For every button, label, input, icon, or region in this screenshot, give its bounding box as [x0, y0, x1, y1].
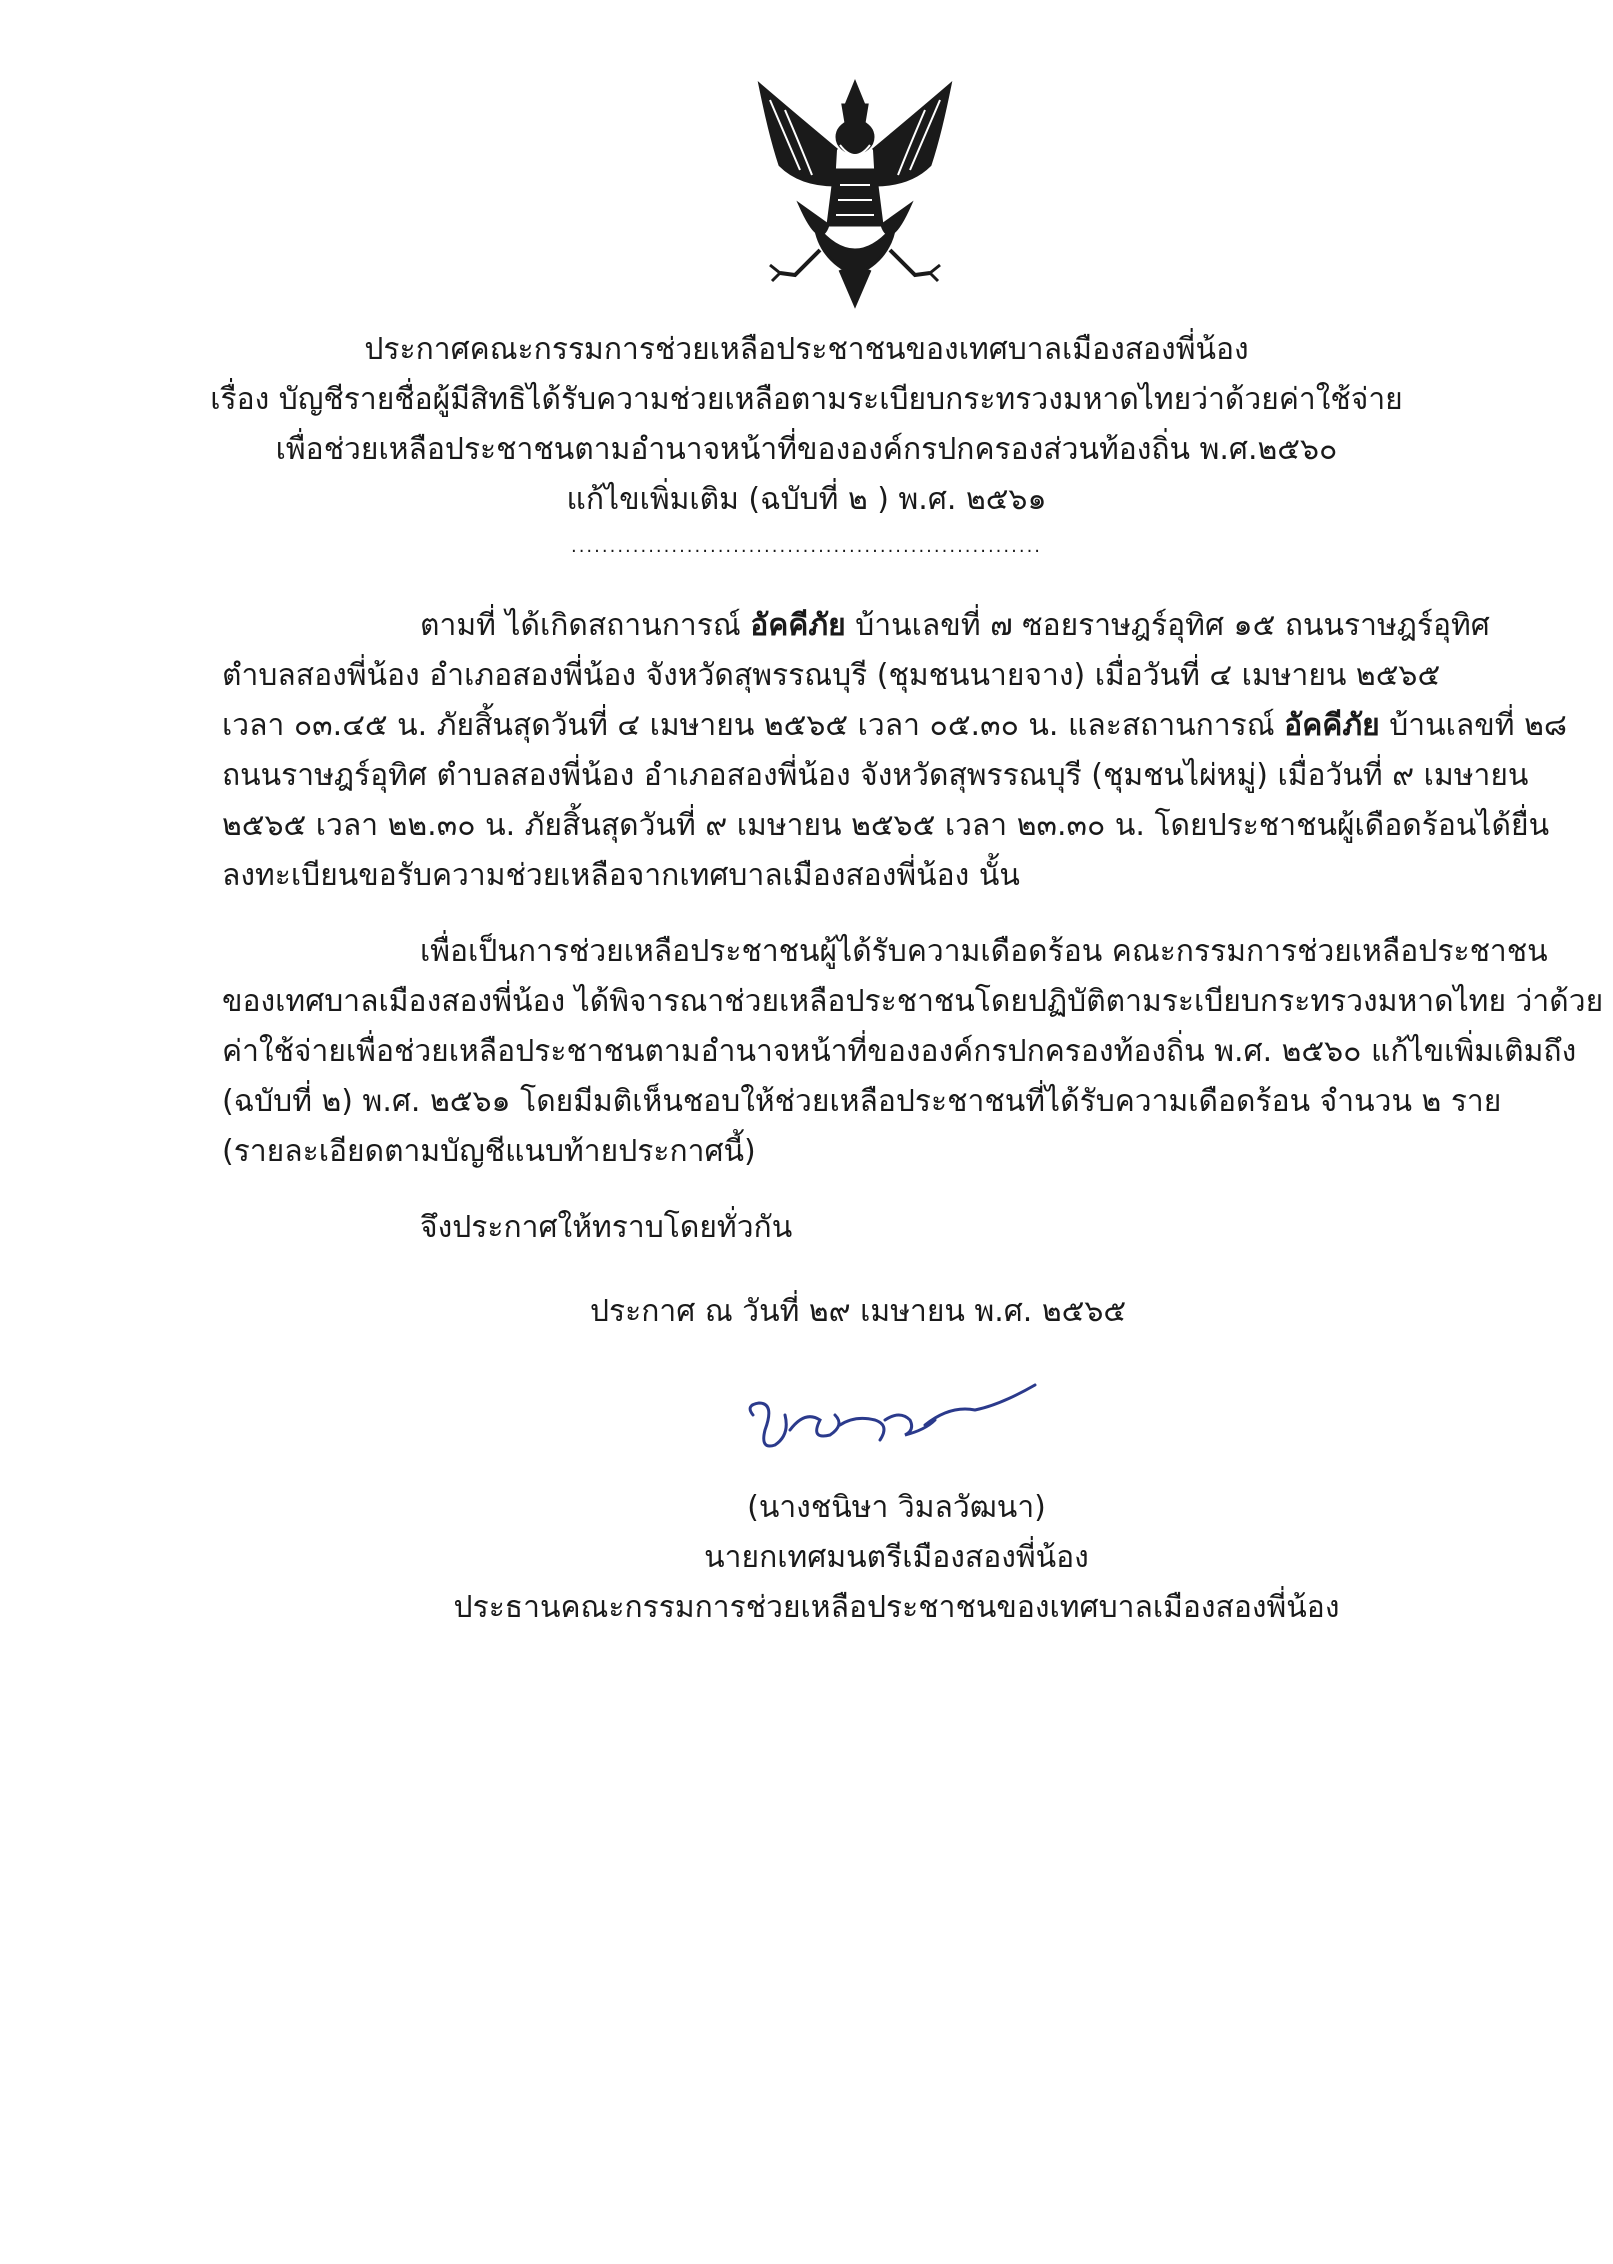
signer-committee-position: ประธานคณะกรรมการช่วยเหลือประชาชนของเทศบาลเมืองสองพี่น้อง: [453, 1590, 1340, 1625]
paragraph-2-line: ของเทศบาลเมืองสองพี่น้อง ได้พิจารณาช่วยเหลือประชาชนโดยปฏิบัติตามระเบียบกระทรวงมหาดไทย ว่าด้วย: [222, 984, 1604, 1019]
paragraph-1-text: บ้านเลขที่ ๒๘: [1379, 708, 1567, 743]
paragraph-1-line: [222, 704, 1567, 748]
signature-icon: [735, 1375, 1045, 1475]
heading-line-4: แก้ไขเพิ่มเติม (ฉบับที่ ๒ ) พ.ศ. ๒๕๖๑: [566, 482, 1047, 517]
paragraph-1-line: ๒๕๖๕ เวลา ๒๒.๓๐ น. ภัยสิ้นสุดวันที่ ๙ เมษายน ๒๕๖๕ เวลา ๒๓.๓๐ น. โดยประชาชนผู้เดือดร้อนได้ยื่น: [222, 808, 1550, 843]
garuda-emblem-icon: [740, 75, 970, 315]
paragraph-1-line: ลงทะเบียนขอรับความช่วยเหลือจากเทศบาลเมืองสองพี่น้อง นั้น: [222, 858, 1020, 893]
paragraph-1-line: [420, 604, 1512, 648]
paragraph-2-line: เพื่อเป็นการช่วยเหลือประชาชนผู้ได้รับความเดือดร้อน คณะกรรมการช่วยเหลือประชาชน: [420, 934, 1548, 969]
heading-subject: เรื่อง บัญชีรายชื่อผู้มีสิทธิได้รับความช่วยเหลือตามระเบียบกระทรวงมหาดไทยว่าด้วยค่าใช้จ่าย: [210, 382, 1403, 417]
announcement-date: ประกาศ ณ วันที่ ๒๙ เมษายน พ.ศ. ๒๕๖๕: [590, 1294, 1127, 1329]
signer-position: นายกเทศมนตรีเมืองสองพี่น้อง: [704, 1540, 1089, 1575]
paragraph-2-line: (ฉบับที่ ๒) พ.ศ. ๒๕๖๑ โดยมีมติเห็นชอบให้ช่วยเหลือประชาชนที่ได้รับความเดือดร้อน จำนวน ๒ ราย: [222, 1084, 1502, 1119]
paragraph-2-line: (รายละเอียดตามบัญชีแนบท้ายประกาศนี้): [222, 1134, 756, 1169]
closing-statement: จึงประกาศให้ทราบโดยทั่วกัน: [420, 1210, 793, 1245]
heading-line-1: ประกาศคณะกรรมการช่วยเหลือประชาชนของเทศบาลเมืองสองพี่น้อง: [364, 332, 1249, 367]
paragraph-1-text: เวลา ๐๓.๔๕ น. ภัยสิ้นสุดวันที่ ๔ เมษายน ๒๕๖๕ เวลา ๐๕.๓๐ น. และสถานการณ์: [222, 708, 1285, 743]
heading-line-3: เพื่อช่วยเหลือประชาชนตามอำนาจหน้าที่ขององค์กรปกครองส่วนท้องถิ่น พ.ศ.๒๕๖๐: [275, 432, 1338, 467]
incident-type: อัคคีภัย: [1284, 708, 1380, 743]
signer-name: (นางชนิษา วิมลวัฒนา): [747, 1490, 1046, 1525]
incident-type: อัคคีภัย: [750, 608, 846, 643]
paragraph-1-line: ตำบลสองพี่น้อง อำเภอสองพี่น้อง จังหวัดสุพรรณบุรี (ชุมชนนายจาง) เมื่อวันที่ ๔ เมษายน ๒๕๖๕: [222, 658, 1441, 693]
paragraph-1-line: ถนนราษฎร์อุทิศ ตำบลสองพี่น้อง อำเภอสองพี่น้อง จังหวัดสุพรรณบุรี (ชุมชนไผ่หมู่) เมื่อวันที่ ๙ เมษายน: [222, 758, 1529, 793]
paragraph-1-text: ตามที่ ได้เกิดสถานการณ์: [420, 608, 751, 643]
paragraph-1-text: บ้านเลขที่ ๗ ซอยราษฎร์อุทิศ ๑๕ ถนนราษฎร์อุทิศ: [845, 608, 1490, 643]
paragraph-2-line: ค่าใช้จ่ายเพื่อช่วยเหลือประชาชนตามอำนาจหน้าที่ขององค์กรปกครองท้องถิ่น พ.ศ. ๒๕๖๐ แก้ไขเพิ่มเติมถึง: [222, 1034, 1577, 1069]
heading-separator: .............................................................: [570, 536, 1043, 557]
